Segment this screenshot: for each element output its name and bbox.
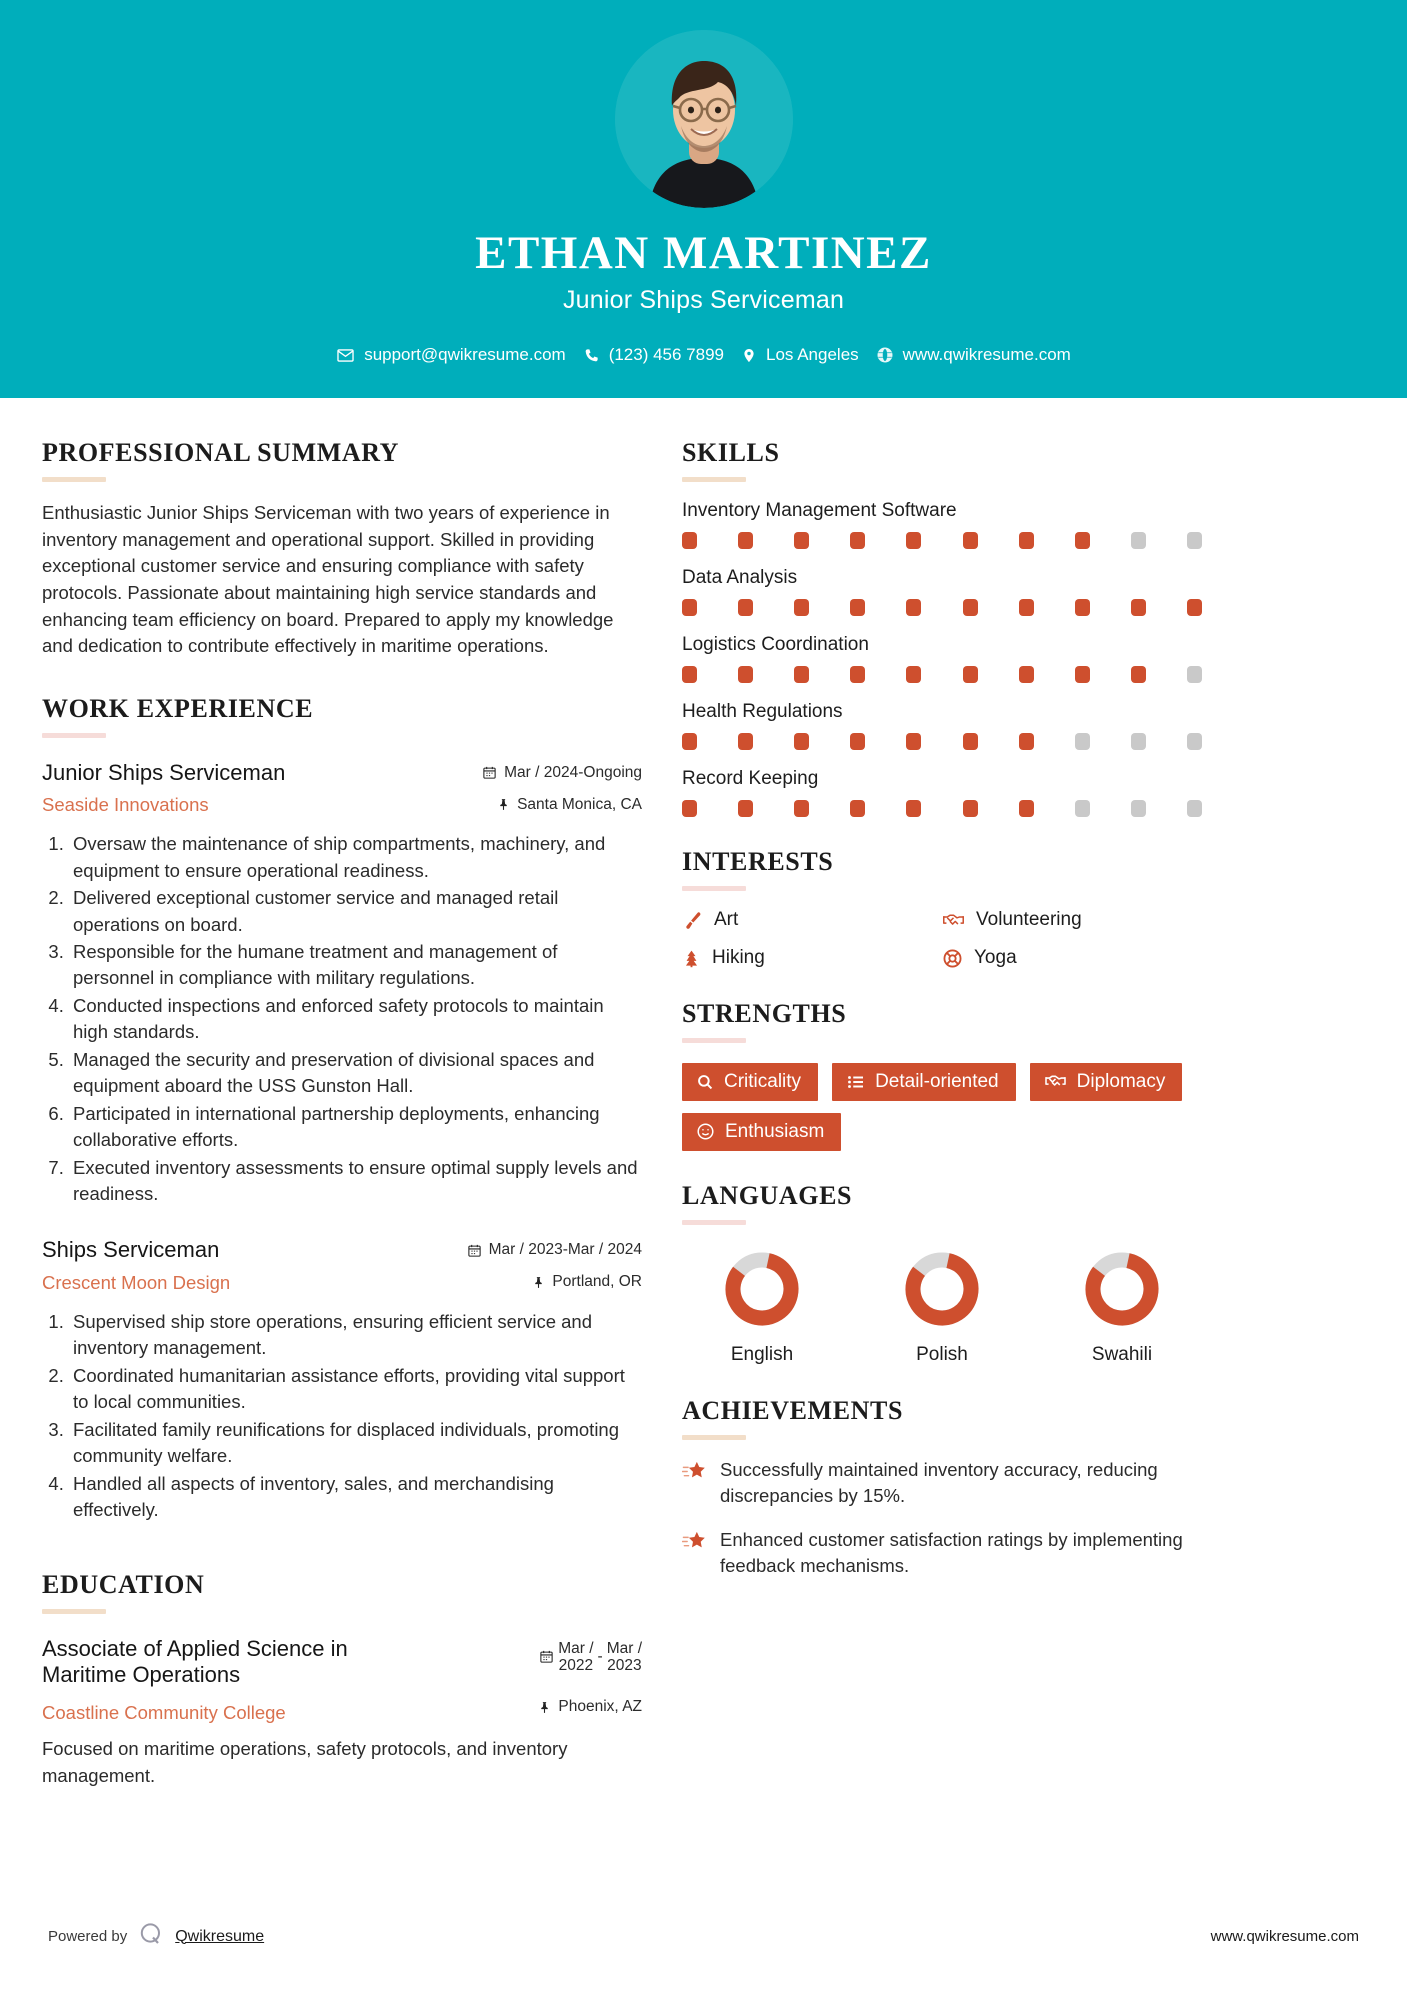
section-rule — [42, 1609, 106, 1614]
resume-header — [0, 0, 1407, 398]
skill-item — [682, 500, 1202, 549]
skill-dot — [1131, 599, 1146, 616]
header-job-title: Junior Ships Serviceman — [562, 286, 845, 314]
work-dates — [430, 1241, 642, 1259]
qwikresume-link[interactable]: Qwikresume — [175, 1927, 265, 1945]
strength-detail-oriented — [832, 1063, 1016, 1101]
work-entry-meta — [430, 760, 642, 814]
donut-chart-icon — [1042, 1247, 1202, 1331]
work-bullet: 2. Coordinated humanitarian assistance efforts, providing vital support to local communities. — [69, 1363, 642, 1416]
education-degree: Associate of Applied Science in Maritime Operations — [42, 1635, 348, 1687]
envelope-icon — [336, 346, 355, 365]
skill-dot — [1131, 733, 1146, 750]
section-professional-summary — [42, 438, 642, 660]
skill-dot — [794, 733, 809, 750]
smiley-icon — [696, 1122, 715, 1141]
work-bullets — [42, 831, 642, 1207]
contact-location — [741, 345, 859, 365]
map-pin-icon — [741, 346, 757, 365]
language-label: Polish — [916, 1344, 968, 1365]
section-heading: SKILLS — [682, 438, 780, 467]
skill-dot — [1019, 599, 1034, 616]
skill-dot — [1075, 599, 1090, 616]
section-work-experience — [42, 694, 642, 1524]
skill-item — [682, 701, 1202, 750]
work-bullet: 1. Oversaw the maintenance of ship compartments, machinery, and equipment to ensure operational readiness. — [69, 831, 642, 884]
pushpin-icon — [497, 797, 510, 812]
skill-name: Health Regulations — [682, 701, 843, 722]
skill-dot — [682, 800, 697, 817]
skill-dot — [1075, 666, 1090, 683]
work-bullet: 4. Handled all aspects of inventory, sales, and merchandising effectively. — [69, 1471, 642, 1524]
education-date-end-month: Mar / — [606, 1639, 642, 1657]
section-heading: STRENGTHS — [682, 999, 847, 1028]
donut-chart-icon — [862, 1247, 1022, 1331]
strengths-list — [682, 1063, 1202, 1151]
work-location-text: Portland, OR — [552, 1273, 642, 1291]
right-column — [682, 438, 1202, 1871]
work-location-text: Santa Monica, CA — [517, 795, 642, 813]
strength-label: Diplomacy — [1076, 1071, 1166, 1092]
list-icon — [846, 1073, 865, 1091]
donut-chart-icon — [682, 1247, 842, 1331]
avatar-photo-icon — [615, 30, 793, 208]
skill-dot — [850, 733, 865, 750]
calendar-icon — [467, 1243, 482, 1258]
skill-dot — [963, 532, 978, 549]
skill-dot — [682, 599, 697, 616]
section-rule — [42, 733, 106, 738]
section-heading: EDUCATION — [42, 1569, 205, 1599]
contact-website-text: www.qwikresume.com — [902, 345, 1071, 364]
strength-label: Enthusiasm — [725, 1121, 825, 1142]
work-dates-text: Mar / 2024-Ongoing — [504, 763, 642, 781]
language-item — [682, 1247, 842, 1366]
education-entry — [42, 1636, 642, 1790]
work-location — [430, 796, 642, 814]
interest-item — [942, 947, 1202, 969]
skill-dot — [906, 666, 921, 683]
education-entry-head — [42, 1636, 642, 1725]
skill-name: Logistics Coordination — [682, 634, 869, 655]
handshake-icon — [942, 910, 965, 931]
section-interests — [682, 847, 1202, 969]
skill-rating — [682, 666, 1202, 683]
interest-item — [682, 947, 942, 969]
work-bullet: 3. Facilitated family reunifications for displaced individuals, promoting community welfare. — [69, 1417, 642, 1470]
skill-dot — [738, 800, 753, 817]
skill-dot — [1187, 733, 1202, 750]
skill-dot — [794, 800, 809, 817]
work-bullet: 5. Managed the security and preservation of divisional spaces and equipment aboard the USS Gunston Hall. — [69, 1047, 642, 1100]
education-dates — [430, 1640, 642, 1675]
interests-grid — [682, 909, 1202, 969]
skill-dot — [794, 599, 809, 616]
skill-rating — [682, 733, 1202, 750]
interest-item — [942, 909, 1202, 931]
powered-by — [48, 1921, 264, 1952]
skill-item — [682, 634, 1202, 683]
education-date-start — [558, 1640, 593, 1675]
work-bullet: 2. Delivered exceptional customer service and managed retail operations on board. — [69, 885, 642, 938]
skill-item — [682, 567, 1202, 616]
work-organization[interactable]: Crescent Moon Design — [42, 1271, 231, 1293]
education-entry-left — [42, 1636, 430, 1725]
skill-rating — [682, 800, 1202, 817]
skill-rating — [682, 599, 1202, 616]
strength-diplomacy — [1030, 1063, 1183, 1101]
skill-dot — [1075, 733, 1090, 750]
contact-location-text: Los Angeles — [766, 345, 859, 364]
section-education — [42, 1570, 642, 1790]
skill-dot — [794, 532, 809, 549]
avatar — [615, 30, 793, 208]
section-rule — [682, 886, 746, 891]
work-entry-head — [42, 1237, 642, 1293]
interest-label: Volunteering — [976, 909, 1082, 930]
contact-phone[interactable] — [583, 345, 724, 365]
skill-dot — [850, 666, 865, 683]
section-rule — [42, 477, 106, 482]
skill-name: Record Keeping — [682, 768, 819, 789]
skill-dot — [850, 532, 865, 549]
languages-list — [682, 1247, 1202, 1366]
contact-row — [336, 345, 1071, 365]
skill-rating — [682, 532, 1202, 549]
interest-label: Yoga — [974, 947, 1017, 968]
work-bullets — [42, 1309, 642, 1524]
skill-dot — [850, 599, 865, 616]
strength-label: Detail-oriented — [875, 1071, 999, 1092]
strength-label: Criticality — [724, 1071, 802, 1092]
education-date-end-year: 2023 — [607, 1656, 642, 1674]
work-role: Junior Ships Serviceman — [42, 759, 286, 785]
work-entry-left — [42, 760, 430, 816]
skill-dot — [682, 733, 697, 750]
calendar-icon — [482, 765, 497, 780]
skill-dot — [906, 733, 921, 750]
work-bullet: 3. Responsible for the humane treatment and management of personnel in compliance with military regulations. — [69, 939, 642, 992]
skill-dot — [1019, 532, 1034, 549]
skill-dot — [1075, 532, 1090, 549]
section-skills — [682, 438, 1202, 817]
skill-dot — [1187, 599, 1202, 616]
work-location — [430, 1273, 642, 1291]
powered-by-label: Powered by — [48, 1928, 128, 1945]
education-location-text: Phoenix, AZ — [558, 1698, 642, 1716]
section-languages — [682, 1181, 1202, 1366]
work-bullet: 6. Participated in international partnership deployments, enhancing collaborative efforts. — [69, 1101, 642, 1154]
section-heading: WORK EXPERIENCE — [42, 693, 314, 723]
globe-icon — [876, 346, 894, 364]
education-entry-meta — [430, 1636, 642, 1717]
contact-email[interactable] — [336, 345, 566, 365]
work-entry — [42, 1237, 642, 1523]
contact-email-text: support@qwikresume.com — [364, 345, 566, 364]
skill-dot — [738, 666, 753, 683]
section-heading: PROFESSIONAL SUMMARY — [42, 438, 400, 467]
work-dates-text: Mar / 2023-Mar / 2024 — [488, 1241, 642, 1259]
language-item — [862, 1247, 1022, 1366]
qwikresume-logo-icon — [138, 1921, 164, 1952]
section-rule — [682, 1220, 746, 1225]
skill-dot — [963, 800, 978, 817]
footer-url[interactable]: www.qwikresume.com — [1210, 1928, 1359, 1945]
star-badge-icon — [682, 1457, 708, 1489]
skill-dot — [1131, 800, 1146, 817]
left-column — [42, 438, 642, 1871]
language-item — [1042, 1247, 1202, 1366]
lifebuoy-icon — [942, 948, 963, 969]
skill-dot — [1019, 666, 1034, 683]
skill-dot — [1019, 800, 1034, 817]
work-bullet: 1. Supervised ship store operations, ensuring efficient service and inventory management. — [69, 1309, 642, 1362]
tree-icon — [682, 948, 701, 969]
skill-name: Inventory Management Software — [682, 500, 957, 521]
strength-criticality — [682, 1063, 818, 1101]
work-organization[interactable]: Seaside Innovations — [42, 794, 209, 816]
language-label: Swahili — [1091, 1344, 1153, 1365]
page-title: ETHAN MARTINEZ — [475, 227, 932, 279]
work-entry-meta — [430, 1237, 642, 1291]
star-badge-icon — [682, 1527, 708, 1559]
pushpin-icon — [538, 1700, 551, 1715]
resume-footer — [0, 1871, 1407, 1990]
skill-dot — [1187, 800, 1202, 817]
skill-dot — [1187, 666, 1202, 683]
work-role: Ships Serviceman — [42, 1237, 220, 1263]
education-school[interactable]: Coastline Community College — [42, 1702, 286, 1724]
skill-dot — [906, 532, 921, 549]
achievement-text: Enhanced customer satisfaction ratings by implementing feedback mechanisms. — [720, 1528, 1183, 1576]
skill-dot — [794, 666, 809, 683]
interest-label: Hiking — [712, 947, 765, 968]
contact-website[interactable] — [876, 345, 1071, 365]
skill-dot — [1131, 666, 1146, 683]
skill-dot — [1019, 733, 1034, 750]
education-description: Focused on maritime operations, safety protocols, and inventory management. — [42, 1738, 568, 1786]
skill-dot — [963, 666, 978, 683]
skill-dot — [738, 733, 753, 750]
summary-text: Enthusiastic Junior Ships Serviceman with two years of experience in inventory management and operational support. Skilled in providing exceptional customer service and ensuring compliance with safety protocols. Passionate about maintaining high service standards and enhancing team efficiency on board. Prepared to apply my knowledge and dedication to contribute effectively in maritime operations. — [42, 502, 614, 657]
skill-dot — [963, 733, 978, 750]
education-date-separator: - — [597, 1647, 603, 1665]
skill-name: Data Analysis — [682, 567, 798, 588]
section-heading: ACHIEVEMENTS — [682, 1396, 904, 1425]
skill-dot — [682, 666, 697, 683]
work-entry — [42, 760, 642, 1208]
skill-dot — [738, 599, 753, 616]
work-dates — [430, 764, 642, 782]
section-rule — [682, 1435, 746, 1440]
strength-enthusiasm — [682, 1113, 841, 1151]
achievement-text: Successfully maintained inventory accuracy, reducing discrepancies by 15%. — [720, 1459, 1158, 1507]
skill-dot — [1075, 800, 1090, 817]
education-location — [430, 1698, 642, 1716]
interest-label: Art — [714, 909, 739, 930]
section-heading: INTERESTS — [682, 847, 834, 876]
education-date-start-month: Mar / — [558, 1639, 594, 1657]
achievement-item — [682, 1527, 1202, 1580]
handshake-icon — [1044, 1072, 1067, 1091]
skill-item — [682, 768, 1202, 817]
language-label: English — [730, 1344, 794, 1365]
work-entry-left — [42, 1237, 430, 1293]
paintbrush-icon — [682, 910, 703, 931]
phone-icon — [583, 347, 600, 364]
interest-item — [682, 909, 942, 931]
contact-phone-text: (123) 456 7899 — [608, 345, 725, 364]
section-heading: LANGUAGES — [682, 1181, 853, 1210]
work-bullet: 7. Executed inventory assessments to ensure optimal supply levels and readiness. — [69, 1155, 642, 1208]
pushpin-icon — [532, 1275, 545, 1290]
section-rule — [682, 1038, 746, 1043]
section-achievements — [682, 1396, 1202, 1579]
resume-body — [0, 398, 1407, 1871]
education-date-start-year: 2022 — [558, 1656, 594, 1674]
skill-dot — [1131, 532, 1146, 549]
skill-dot — [1187, 532, 1202, 549]
skill-dot — [682, 532, 697, 549]
skill-dot — [850, 800, 865, 817]
achievement-item — [682, 1457, 1202, 1510]
search-icon — [696, 1073, 714, 1091]
education-date-end — [607, 1640, 642, 1675]
calendar-icon — [539, 1649, 554, 1664]
work-entry-head — [42, 760, 642, 816]
section-strengths — [682, 999, 1202, 1151]
skill-dot — [906, 800, 921, 817]
section-rule — [682, 477, 746, 482]
skill-dot — [963, 599, 978, 616]
work-bullet: 4. Conducted inspections and enforced safety protocols to maintain high standards. — [69, 993, 642, 1046]
skill-dot — [906, 599, 921, 616]
skill-dot — [738, 532, 753, 549]
